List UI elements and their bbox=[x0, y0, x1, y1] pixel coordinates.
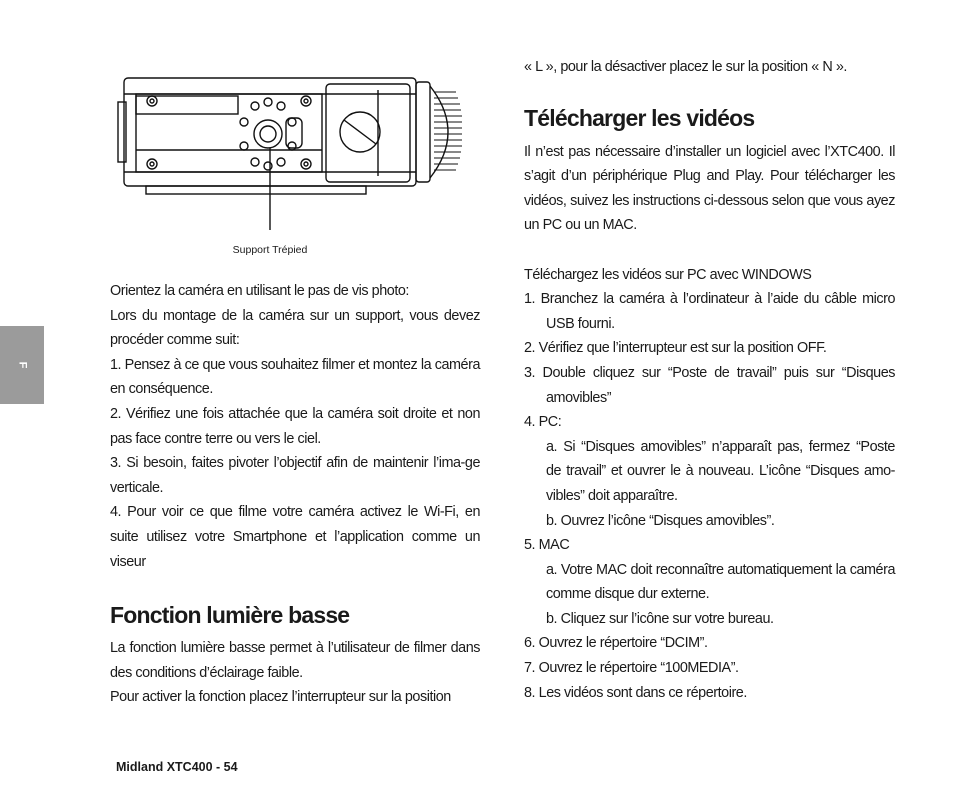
list-item: 2. Vérifiez une fois attachée que la caméra soit droite et non pas face contre terre ou vers le ciel. bbox=[110, 405, 480, 447]
list-item: 1. Branchez la caméra à l’ordinateur à l’aide du câble micro USB fourni. bbox=[524, 291, 895, 332]
list-item: 3. Double cliquez sur “Poste de travail” puis sur “Disques amovibles” bbox=[524, 364, 895, 406]
paragraph: « L », pour la désactiver placez le sur la position « N ». bbox=[524, 59, 847, 75]
list-item: 2. Vérifiez que l’interrupteur est sur la position OFF. bbox=[524, 340, 827, 357]
language-tab bbox=[0, 326, 44, 404]
spacer bbox=[524, 238, 895, 263]
list-item: 4. Pour voir ce que filme votre caméra activez le Wi-Fi, en suite utilisez votre Smartphone et l’application comme un viseur bbox=[110, 504, 480, 570]
paragraph: Lors du montage de la caméra sur un support, vous devez procéder comme suit: bbox=[110, 307, 480, 349]
right-column bbox=[524, 55, 895, 705]
section-heading-low-light: Fonction lumière basse bbox=[110, 602, 350, 629]
paragraph: Il n’est pas nécessaire d’installer un logiciel avec l’XTC400. Il s’agit d’un périphérique Plug and Play. Pour télécharger les vidéos, suivez les instructions ci-dessous selon que vous ayez un PC ou un MAC. bbox=[524, 143, 895, 234]
section-heading-download-videos: Télécharger les vidéos bbox=[524, 104, 755, 131]
sub-list-item: b. Cliquez sur l’icône sur votre bureau. bbox=[546, 610, 774, 627]
paragraph: Pour activer la fonction placez l’interrupteur sur la position bbox=[110, 689, 451, 706]
sub-list-item: a. Si “Disques amovibles” n’apparaît pas, fermez “Poste de travail” et ouvrer le à nouveau. L’icône “Disques amo-vibles” doit apparaître. bbox=[546, 438, 895, 504]
sub-list-item: a. Votre MAC doit reconnaître automatiquement la caméra comme disque dur externe. bbox=[546, 561, 895, 603]
paragraph: La fonction lumière basse permet à l’utilisateur de filmer dans des conditions d’éclairage faible. bbox=[110, 640, 480, 681]
camera-bottom-illustration bbox=[116, 72, 472, 232]
language-tab-label: F bbox=[15, 361, 28, 369]
list-item: 3. Si besoin, faites pivoter l’objectif afin de maintenir l’ima-ge verticale. bbox=[110, 455, 480, 496]
list-item: 5. MAC bbox=[524, 537, 570, 554]
list-item: 8. Les vidéos sont dans ce répertoire. bbox=[524, 684, 747, 701]
page-footer: Midland XTC400 - 54 bbox=[116, 760, 238, 774]
list-item: 6. Ouvrez le répertoire “DCIM”. bbox=[524, 635, 708, 652]
subheading: Téléchargez les vidéos sur PC avec WINDOWS bbox=[524, 266, 812, 283]
left-column bbox=[110, 279, 480, 710]
figure-caption: Support Trépied bbox=[232, 244, 308, 256]
sub-list-item: b. Ouvrez l’icône “Disques amovibles”. bbox=[546, 512, 775, 529]
list-item: 7. Ouvrez le répertoire “100MEDIA”. bbox=[524, 660, 739, 677]
list-item: 4. PC: bbox=[524, 414, 562, 431]
paragraph: Orientez la caméra en utilisant le pas de vis photo: bbox=[110, 283, 409, 299]
list-item: 1. Pensez à ce que vous souhaitez filmer et montez la caméra en conséquence. bbox=[110, 356, 480, 398]
